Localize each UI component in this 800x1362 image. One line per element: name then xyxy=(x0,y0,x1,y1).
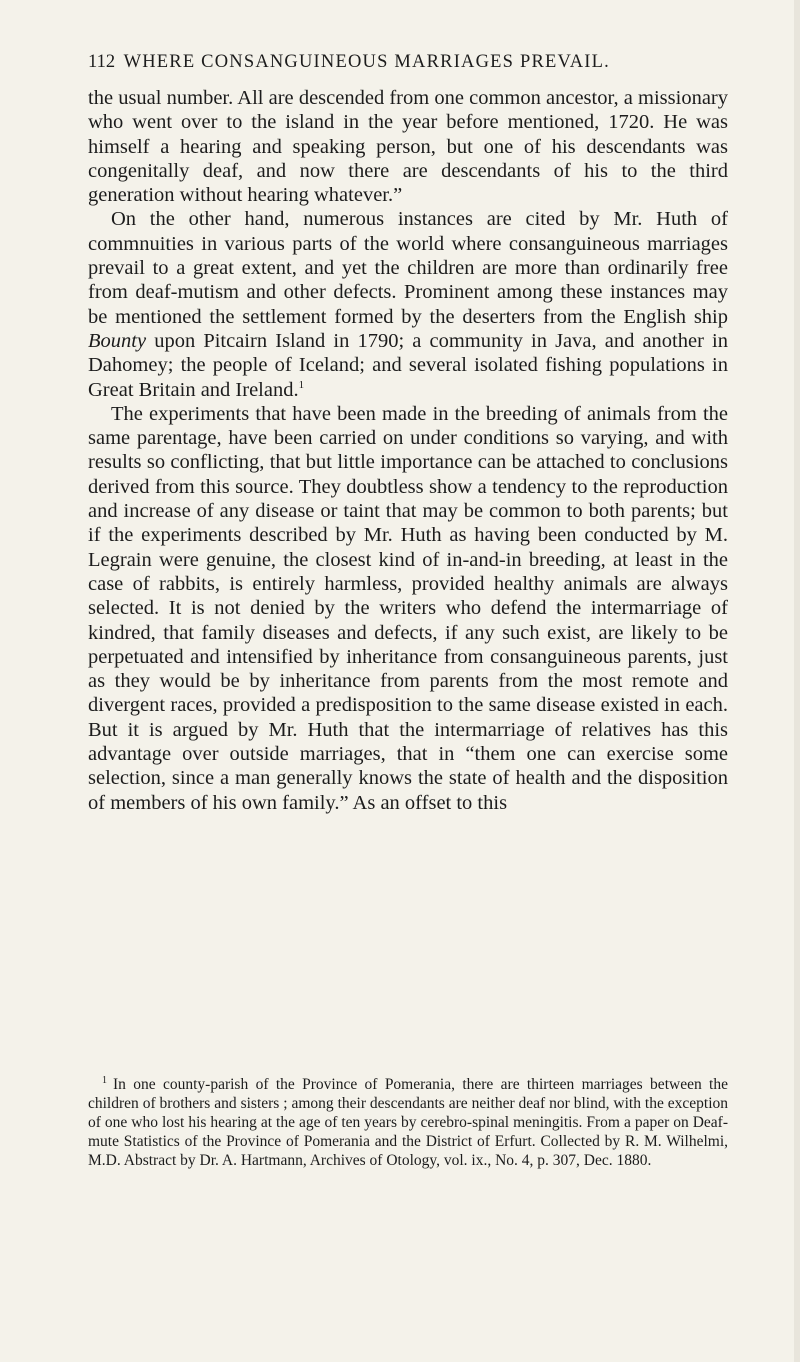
footnote-reference: 1 xyxy=(298,378,305,391)
footnote-number: 1 xyxy=(102,1074,107,1086)
paragraph-3-text: The experiments that have been made in the breeding of animals from the same parentage, have been carried on under conditions so varying, and with results so conflicting, that but little importance can be attached to conclusions derived from this source. They doubtless show a tendency to the reproduction and increase of any disease or taint that may be common to both parents; but if the experiments described by Mr. Huth as having been conducted by M. Legrain were genuine, the closest kind of in-and-in breeding, at least in the case of rabbits, is entirely harmless, provided healthy animals are always selected. It is not denied by the writers who defend the intermarriage of kindred, that family diseases and defects, if any such exist, are likely to be perpetuated and intensified by inheritance from consanguineous parents, just as they would be by inheritance from parents from the most remote and divergent races, provided a predisposition to the same disease existed in each. But it is argued by Mr. Huth that the intermarriage of relatives has this advantage over outside marriages, that in “them one can exercise some selection, since a man generally knows the state of health and the disposition of members of his own family.” As an offset to this xyxy=(88,402,728,814)
paragraph-1 xyxy=(88,86,728,207)
paragraph-2-text-after: upon Pitcairn Island in 1790; a community in Java, and another in Dahomey; the people of Iceland; and several isolated fishing populations in Great Britain and Ireland. xyxy=(88,329,728,401)
running-title: WHERE CONSANGUINEOUS MARRIAGES PREVAIL. xyxy=(123,52,610,72)
running-header xyxy=(88,50,728,74)
paragraph-2-text-before: On the other hand, numerous instances are cited by Mr. Huth of commnuities in various parts of the world where consanguineous marriages prevail to a great extent, and yet the children are more than ordinarily free from deaf-mutism and other defects. Prominent among these instances may be mentioned the settlement formed by the deserters from the English ship xyxy=(88,208,728,328)
body-text xyxy=(88,86,728,815)
paragraph-3 xyxy=(88,402,728,815)
paragraph-1-text: the usual number. All are descended from one common ancestor, a missionary who went over to the island in the year before mentioned, 1720. He was himself a hearing and speaking person, but one of his descendants was congenitally deaf, and now there are descendants of his to the third generation without hearing whatever.” xyxy=(88,87,728,207)
page-number: 112 xyxy=(88,52,116,72)
ship-name: Bounty xyxy=(88,329,147,352)
page-edge xyxy=(794,0,800,1362)
footnote-text: In one county-parish of the Province of Pomerania, there are thirteen marriages between the children of brothers and sisters ; among their descendants are neither deaf nor blind, with the exception of one who lost his hearing at the age of ten years by cerebro-spinal meningitis. From a paper on Deaf-mute Statistics of the Province of Pomerania and the District of Erfurt. Collected by R. M. Wilhelmi, M.D. Abstract by Dr. A. Hartmann, Archives of Otology, vol. ix., No. 4, p. 307, Dec. 1880. xyxy=(88,1076,728,1169)
paragraph-2 xyxy=(88,207,728,401)
footnote xyxy=(88,1075,728,1170)
